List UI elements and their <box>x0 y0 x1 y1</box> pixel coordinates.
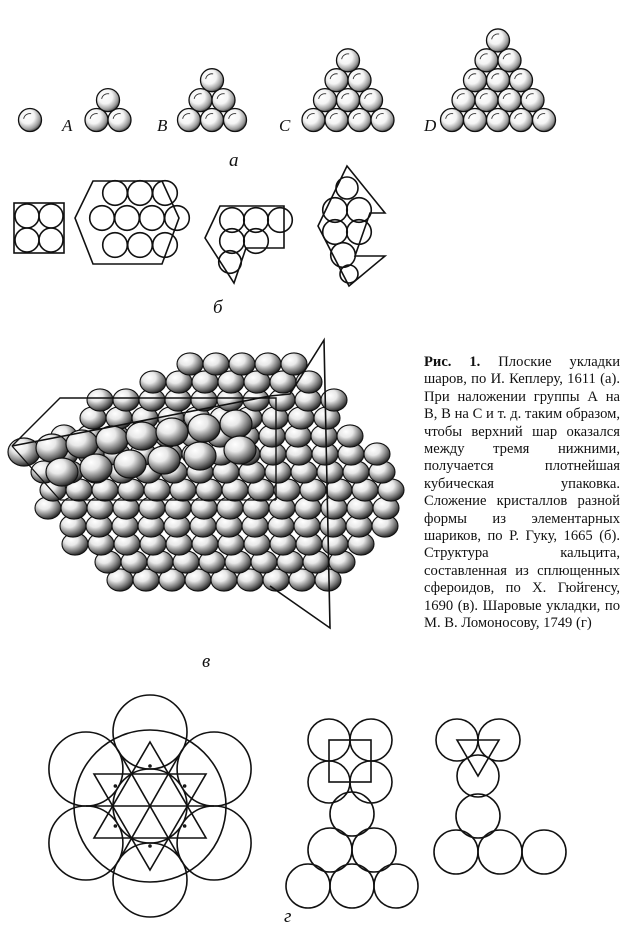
sphere <box>348 109 371 132</box>
sphere-body <box>475 89 498 112</box>
spheroid-body <box>87 389 113 411</box>
sphere <box>452 89 475 112</box>
sphere-body <box>464 69 487 92</box>
sphere <box>97 89 120 112</box>
calcite-spheroid-front <box>224 436 256 464</box>
caption-text: Плоские укладки шаров, по И. Кеплеру, 1611 (а). При наложении группы А на В, В на С и т. д. таким образом, чтобы верхний шар оказался между тремя нижними, получается плотнейшая кубическая упаковка. Сложение кристаллов разной формы из элементарных шариков, по Р. Гуку, 1665 (б). Структура кальцита, составленная из сплющенных сфероидов, по X. Гюйгенсу, 1690 (в). Шаровые укладки, по М. В. Ломоносову, 1749 (г) <box>424 354 620 632</box>
calcite-spheroid <box>87 389 113 411</box>
sphere-body <box>19 109 42 132</box>
panel-label-v: в <box>202 651 211 672</box>
packing-circle <box>522 830 566 874</box>
node-dot <box>184 785 186 787</box>
sphere <box>498 89 521 112</box>
sphere-body <box>510 69 533 92</box>
sphere <box>533 109 556 132</box>
sphere-body <box>348 69 371 92</box>
sphere <box>85 109 108 132</box>
calcite-spheroid <box>113 389 139 411</box>
node-dot <box>149 765 151 767</box>
packing-circle <box>128 233 153 258</box>
panel-v-calcite-structure <box>8 340 404 628</box>
spheroid-body <box>156 418 188 446</box>
spheroid-body <box>148 446 180 474</box>
sphere-body <box>487 69 510 92</box>
packing-circle <box>90 206 115 231</box>
sphere-body <box>464 109 487 132</box>
panel-b-crystal-shapes <box>14 166 385 286</box>
panel-label-a: а <box>229 150 239 171</box>
sphere <box>224 109 247 132</box>
sphere <box>212 89 235 112</box>
sphere-body <box>521 89 544 112</box>
sphere-body <box>189 89 212 112</box>
packing-circle <box>140 206 165 231</box>
spheroid-body <box>220 410 252 438</box>
sphere <box>464 109 487 132</box>
sphere <box>510 109 533 132</box>
packing-circle <box>165 206 190 231</box>
packing-circle <box>374 864 418 908</box>
calcite-spheroid <box>364 443 390 465</box>
packing-circle <box>219 251 242 274</box>
sphere-body <box>337 49 360 72</box>
calcite-spheroid-front <box>114 450 146 478</box>
spheroid-body <box>224 436 256 464</box>
node-dot <box>149 845 151 847</box>
figure-caption <box>424 354 620 633</box>
sphere-body <box>487 29 510 52</box>
sphere-body <box>475 49 498 72</box>
packing-circle <box>286 864 330 908</box>
calcite-spheroid-front <box>184 442 216 470</box>
packing-circle <box>434 830 478 874</box>
petal-circle <box>177 732 251 806</box>
square-outline <box>14 203 64 253</box>
sphere <box>475 49 498 72</box>
packing-circle <box>39 204 63 228</box>
packing-circle <box>347 220 372 245</box>
calcite-spheroid-front <box>46 458 78 486</box>
sphere <box>487 29 510 52</box>
spheroid-body <box>140 371 166 393</box>
packing-circle <box>478 830 522 874</box>
packing-circle <box>153 181 178 206</box>
triangle-up <box>94 742 206 838</box>
packing-label-d: D <box>424 116 437 135</box>
calcite-spheroid-front <box>80 454 112 482</box>
sphere <box>487 109 510 132</box>
spheroid-body <box>337 425 363 447</box>
packing-circle <box>15 228 39 252</box>
packing-circle <box>103 233 128 258</box>
spheroid-body <box>229 353 255 375</box>
packing-circle <box>115 206 140 231</box>
spheroid-body <box>255 353 281 375</box>
node-dot <box>114 825 116 827</box>
sphere <box>371 109 394 132</box>
calcite-spheroid <box>229 353 255 375</box>
spheroid-body <box>114 450 146 478</box>
sphere-body <box>441 109 464 132</box>
packing-label-b: B <box>157 116 168 135</box>
caption-figure-label: Рис. 1. <box>424 354 481 370</box>
calcite-spheroid <box>177 353 203 375</box>
sphere <box>201 69 224 92</box>
petal-circle <box>113 843 187 917</box>
petal-circle <box>49 732 123 806</box>
spheroid-body <box>80 454 112 482</box>
sphere-body <box>302 109 325 132</box>
sphere <box>19 109 42 132</box>
sphere <box>314 89 337 112</box>
spheroid-body <box>113 389 139 411</box>
calcite-spheroid-front <box>126 422 158 450</box>
spheroid-body <box>364 443 390 465</box>
packing-circle <box>323 220 348 245</box>
spheroid-body <box>188 414 220 442</box>
spheroid-body <box>184 442 216 470</box>
packing-circle <box>15 204 39 228</box>
sphere <box>487 69 510 92</box>
square-outline <box>329 740 371 782</box>
packing-circle <box>103 181 128 206</box>
spheroid-body <box>126 422 158 450</box>
calcite-spheroid <box>203 353 229 375</box>
sphere <box>475 89 498 112</box>
sphere <box>302 109 325 132</box>
spheroid-body <box>203 353 229 375</box>
sphere-body <box>314 89 337 112</box>
panel-label-b: б <box>213 297 223 318</box>
sphere-body <box>533 109 556 132</box>
sphere <box>337 49 360 72</box>
sphere-body <box>325 69 348 92</box>
sphere-body <box>212 89 235 112</box>
calcite-spheroid-front <box>220 410 252 438</box>
sphere-body <box>97 89 120 112</box>
sphere-body <box>348 109 371 132</box>
sphere <box>325 109 348 132</box>
sphere-body <box>108 109 131 132</box>
packing-circle <box>330 864 374 908</box>
sphere <box>498 49 521 72</box>
calcite-spheroid <box>140 371 166 393</box>
sphere-body <box>201 69 224 92</box>
sphere-body <box>360 89 383 112</box>
sphere-body <box>85 109 108 132</box>
node-dot <box>114 785 116 787</box>
spheroid-body <box>177 353 203 375</box>
sphere-body <box>498 49 521 72</box>
sphere <box>178 109 201 132</box>
packing-circle <box>268 208 293 233</box>
packing-circle <box>336 177 358 199</box>
packing-label-c: C <box>279 116 291 135</box>
panel-label-g: г <box>284 906 292 927</box>
sphere-body <box>487 109 510 132</box>
packing-circle <box>331 243 356 268</box>
sphere <box>325 69 348 92</box>
sphere <box>441 109 464 132</box>
sphere <box>108 109 131 132</box>
packing-circle <box>347 198 372 223</box>
calcite-spheroid <box>255 353 281 375</box>
sphere <box>464 69 487 92</box>
sphere-body <box>201 109 224 132</box>
spheroid-body <box>96 426 128 454</box>
sphere <box>510 69 533 92</box>
calcite-spheroid-front <box>148 446 180 474</box>
sphere <box>189 89 212 112</box>
sphere <box>348 69 371 92</box>
rhombus-outline <box>318 166 385 286</box>
panel-g-lomonosov-packings <box>49 695 566 917</box>
spheroid-body <box>46 458 78 486</box>
packing-circle <box>39 228 63 252</box>
sphere <box>521 89 544 112</box>
sphere-body <box>337 89 360 112</box>
sphere-body <box>510 109 533 132</box>
sphere-body <box>452 89 475 112</box>
node-dot <box>184 825 186 827</box>
triangle-down <box>94 774 206 870</box>
sphere <box>360 89 383 112</box>
petal-circle <box>113 695 187 769</box>
sphere <box>337 89 360 112</box>
packing-label-a: A <box>62 116 73 135</box>
sphere <box>201 109 224 132</box>
calcite-spheroid-front <box>188 414 220 442</box>
sphere-body <box>325 109 348 132</box>
sphere-body <box>498 89 521 112</box>
calcite-spheroid-front <box>156 418 188 446</box>
petal-circle <box>49 806 123 880</box>
sphere-body <box>178 109 201 132</box>
packing-circle <box>128 181 153 206</box>
sphere-body <box>224 109 247 132</box>
petal-circle <box>177 806 251 880</box>
calcite-spheroid <box>337 425 363 447</box>
calcite-spheroid-front <box>96 426 128 454</box>
sphere-body <box>371 109 394 132</box>
